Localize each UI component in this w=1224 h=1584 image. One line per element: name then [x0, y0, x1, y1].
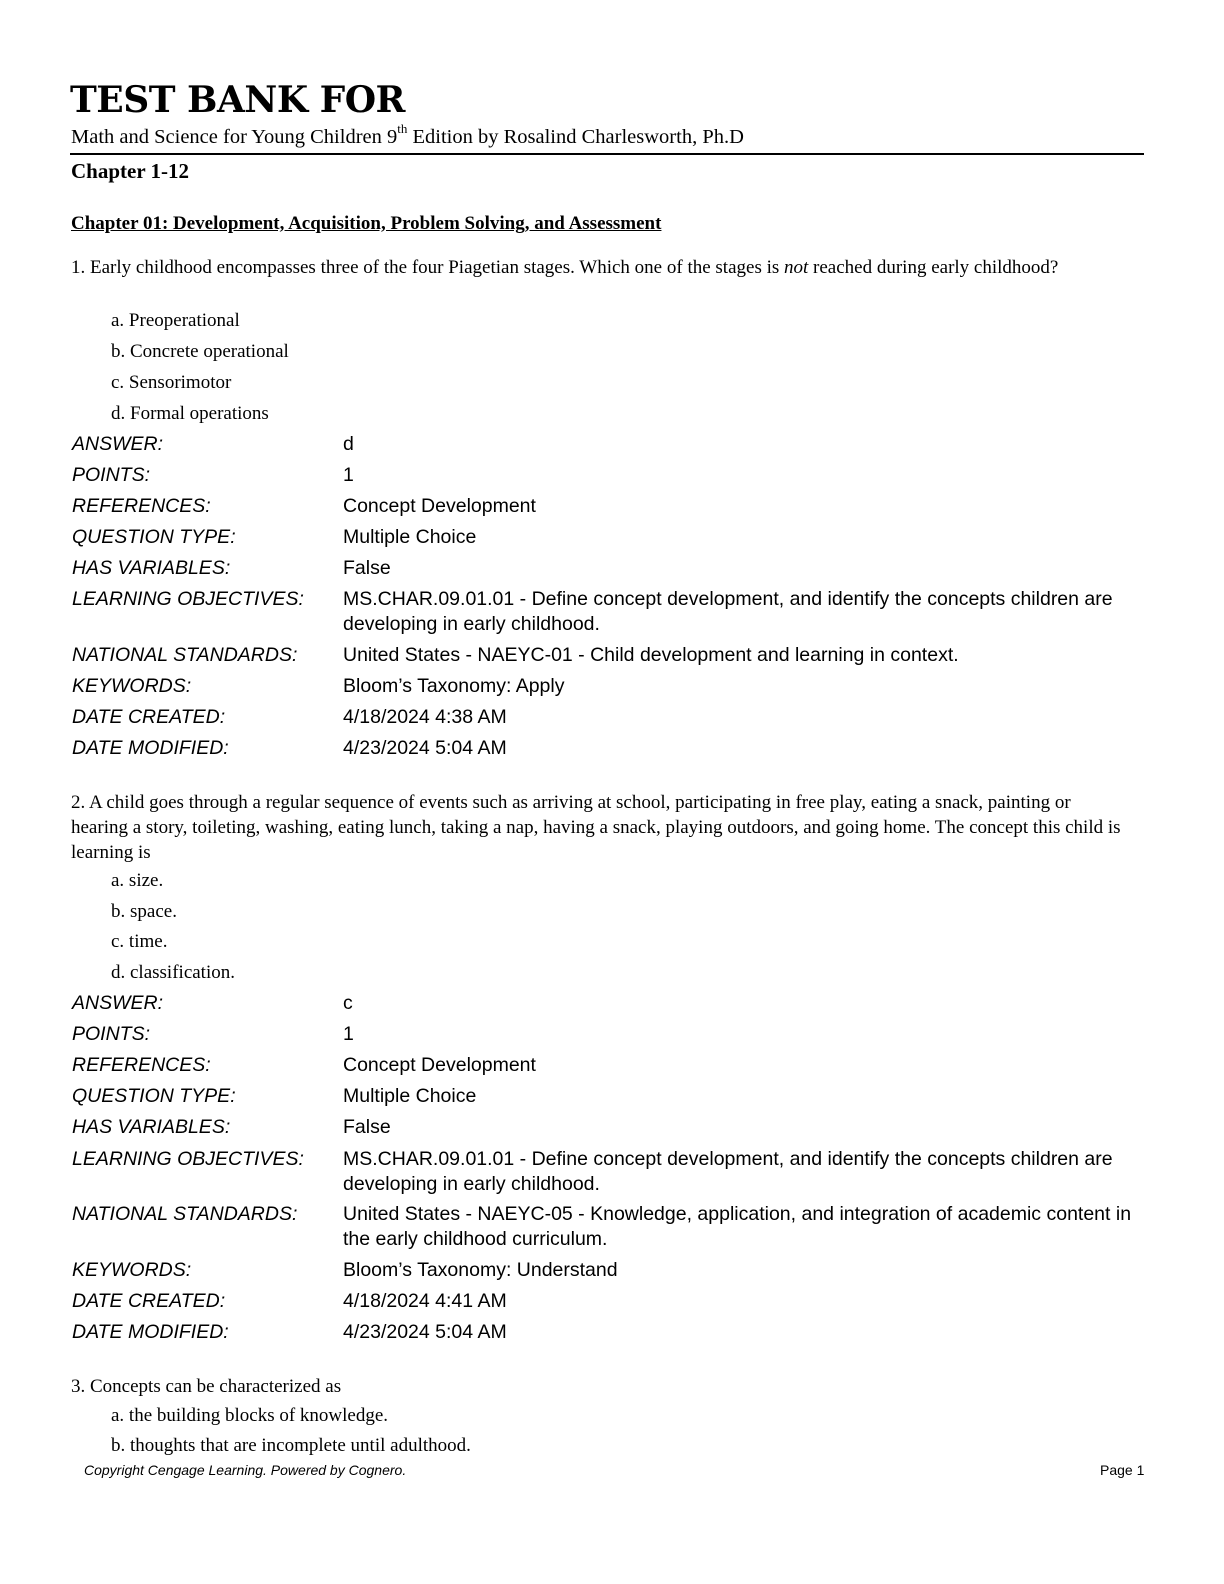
meta-label-question-type: QUESTION TYPE: [72, 526, 236, 548]
footer-page-number: Page 1 [1100, 1462, 1145, 1478]
subtitle-text: Math and Science for Young Children 9 [71, 126, 398, 148]
meta-value-answer: d [343, 433, 354, 455]
meta-label-date-created: DATE CREATED: [72, 706, 226, 728]
question-1-emphasis: not [784, 257, 809, 278]
meta-value-question-type: Multiple Choice [343, 526, 477, 548]
question-1-stem [71, 255, 1131, 280]
meta-value-national-standards: United States - NAEYC-05 - Knowledge, application, and integration of academic content in the early childhood curriculum. [343, 1203, 1132, 1250]
meta-label-date-modified: DATE MODIFIED: [72, 1321, 229, 1343]
book-subtitle [71, 121, 1151, 150]
meta-label-national-standards: NATIONAL STANDARDS: [72, 1203, 298, 1225]
meta-label-learning-objectives: LEARNING OBJECTIVES: [72, 588, 304, 610]
meta-label-learning-objectives: LEARNING OBJECTIVES: [72, 1148, 304, 1170]
question-2-option-d: d. classification. [111, 962, 235, 983]
meta-label-points: POINTS: [72, 1023, 151, 1045]
meta-label-national-standards: NATIONAL STANDARDS: [72, 644, 298, 666]
banner-title: TEST BANK FOR [70, 79, 405, 121]
meta-label-answer: ANSWER: [72, 992, 164, 1014]
chapter-title: Chapter 01: Development, Acquisition, Problem Solving, and Assessment [71, 213, 662, 234]
meta-label-references: REFERENCES: [72, 495, 211, 517]
meta-value-points: 1 [343, 464, 354, 486]
question-1-option-a: a. Preoperational [111, 310, 240, 331]
meta-value-references: Concept Development [343, 495, 536, 517]
meta-label-references: REFERENCES: [72, 1054, 211, 1076]
meta-label-answer: ANSWER: [72, 433, 164, 455]
meta-label-has-variables: HAS VARIABLES: [72, 1116, 231, 1138]
question-3-option-b: b. thoughts that are incomplete until adulthood. [111, 1435, 471, 1456]
meta-value-keywords: Bloom’s Taxonomy: Understand [343, 1259, 618, 1281]
meta-value-learning-objectives: MS.CHAR.09.01.01 - Define concept development, and identify the concepts children are developing in early childhood. [343, 1148, 1113, 1195]
meta-label-date-modified: DATE MODIFIED: [72, 737, 229, 759]
question-1-option-b: b. Concrete operational [111, 341, 289, 362]
meta-value-has-variables: False [343, 557, 391, 579]
meta-label-points: POINTS: [72, 464, 151, 486]
meta-value-keywords: Bloom’s Taxonomy: Apply [343, 675, 565, 697]
subtitle-superscript: th [397, 121, 408, 136]
question-3-stem: 3. Concepts can be characterized as [71, 1376, 342, 1397]
meta-value-has-variables: False [343, 1116, 391, 1138]
meta-value-question-type: Multiple Choice [343, 1085, 477, 1107]
question-2-option-c: c. time. [111, 931, 168, 952]
meta-label-keywords: KEYWORDS: [72, 1259, 192, 1281]
question-1-option-d: d. Formal operations [111, 403, 269, 424]
question-1-text: 1. Early childhood encompasses three of the four Piagetian stages. Which one of the stages is [71, 257, 785, 278]
meta-value-national-standards: United States - NAEYC-01 - Child development and learning in context. [343, 644, 959, 666]
question-3-option-a: a. the building blocks of knowledge. [111, 1405, 389, 1426]
meta-label-keywords: KEYWORDS: [72, 675, 192, 697]
meta-value-date-modified: 4/23/2024 5:04 AM [343, 1321, 507, 1343]
meta-value-references: Concept Development [343, 1054, 536, 1076]
meta-label-date-created: DATE CREATED: [72, 1290, 226, 1312]
question-2-option-b: b. space. [111, 901, 177, 922]
header-divider [70, 153, 1144, 155]
meta-label-has-variables: HAS VARIABLES: [72, 557, 231, 579]
chapter-range: Chapter 1-12 [71, 159, 190, 183]
footer-copyright: Copyright Cengage Learning. Powered by Cognero. [84, 1462, 407, 1478]
subtitle-text-rest: Edition by Rosalind Charlesworth, Ph.D [407, 126, 744, 148]
question-1-text-rest: reached during early childhood? [808, 257, 1059, 278]
question-2-option-a: a. size. [111, 870, 164, 891]
meta-value-date-created: 4/18/2024 4:41 AM [343, 1290, 507, 1312]
meta-value-answer: c [343, 992, 353, 1014]
meta-value-date-modified: 4/23/2024 5:04 AM [343, 737, 507, 759]
meta-label-question-type: QUESTION TYPE: [72, 1085, 236, 1107]
question-1-option-c: c. Sensorimotor [111, 372, 232, 393]
meta-value-learning-objectives: MS.CHAR.09.01.01 - Define concept development, and identify the concepts children are developing in early childhood. [343, 588, 1113, 635]
meta-value-points: 1 [343, 1023, 354, 1045]
question-2-stem: 2. A child goes through a regular sequence of events such as arriving at school, participating in free play, eating a snack, painting or hearing a story, toileting, washing, eating lunch, taking a nap, having a snack, playing outdoors, and going home. The concept this child is learning is [71, 792, 1121, 863]
meta-value-date-created: 4/18/2024 4:38 AM [343, 706, 507, 728]
